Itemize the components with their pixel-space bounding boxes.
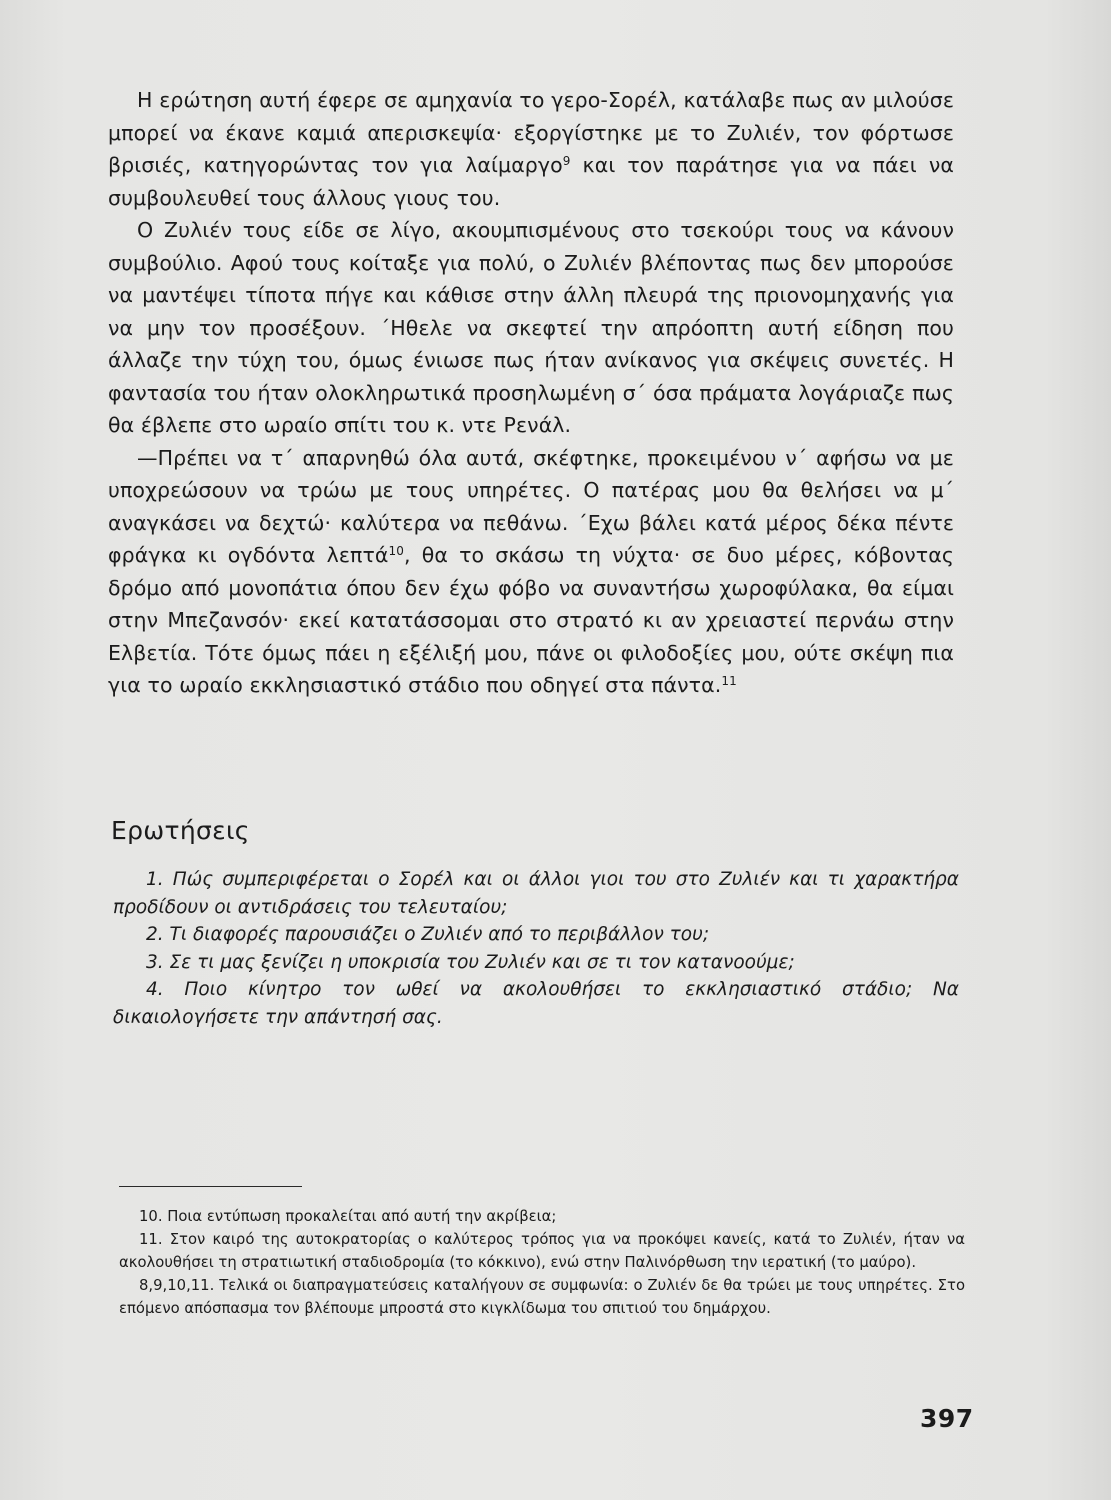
body-text [108,84,954,702]
footnote-divider [119,1186,302,1187]
paragraph-1-text: Η ερώτηση αυτή έφερε σε αμηχανία το γερο-Σορέλ, κατάλαβε πως αν μιλούσε μπορεί να έκανε καμιά απερισκεψία· εξοργίστηκε με το Ζυλιέν, τον φόρτωσε βρισιές, κατηγορώντας τον για λαίμαργο [108,88,954,177]
footnotes [119,1205,965,1320]
footnote-item: 8,9,10,11. Τελικά οι διαπραγματεύσεις καταλήγουν σε συμφωνία: ο Ζυλιέν δε θα τρώει με τους υπηρέτες. Στο επόμενο απόσπασμα τον βλέπουμε μπροστά στο κιγκλίδωμα του σπιτιού του δημάρχου. [119,1277,965,1317]
paragraph-3-text: —Πρέπει να τ΄ απαρνηθώ όλα αυτά, σκέφτηκε, προκειμένου ν΄ αφήσω να με υποχρεώσουν να τρώω με τους υπηρέτες. Ο πατέρας μου θα θελήσει να μ΄ αναγκάσει να δεχτώ· καλύτερα να πεθάνω. ΄Εχω βάλει κατά μέρος δέκα πέντε φράγκα κι ογδόντα λεπτά [108,445,954,567]
question-item: 3. Σε τι μας ξενίζει η υποκρισία του Ζυλιέν και σε τι τον κατανοούμε; [146,951,795,973]
paragraph-1-end: και τον παράτησε για να πάει να συμβουλευθεί τους άλλους γιους του. [108,153,954,210]
paragraph-3-end: , θα το σκάσω τη νύχτα· σε δυο μέρες, κόβοντας δρόμο από μονοπάτια όπου δεν έχω φόβο να συναντήσω χωροφύλακα, θα είμαι στην Μπεζανσόν· εκεί κατατάσσομαι στο στρατό κι αν χρειαστεί περνάω στην Ελβετία. Τότε όμως πάει η εξέλιξή μου, πάνε οι φιλοδοξίες μου, ούτε σκέψη πια για το ωραίο εκκλησιαστικό στάδιο που οδηγεί στα πάντα. [108,543,954,697]
questions-heading: Ερωτήσεις [111,816,250,845]
paragraph-3 [108,442,954,702]
footnote-item: 11. Στον καιρό της αυτοκρατορίας ο καλύτερος τρόπος για να προκόψει κανείς, κατά το Ζυλιέν, ήταν να ακολουθήσει τη στρατιωτική σταδιοδρομία (το κόκκινο), ενώ στην Παλινόρθωση την ιερατική (το μαύρο). [119,1231,965,1271]
question-item: 1. Πώς συμπεριφέρεται ο Σορέλ και οι άλλοι γιοι του στο Ζυλιέν και τι χαρακτήρα προδίδουν οι αντιδράσεις του τελευταίου; [113,869,959,918]
paragraph-2: Ο Ζυλιέν τους είδε σε λίγο, ακουμπισμένους στο τσεκούρι τους να κάνουν συμβούλιο. Αφού τους κοίταξε για πολύ, ο Ζυλιέν βλέποντας πως δεν μπορούσε να μαντέψει τίποτα πήγε και κάθισε στην άλλη πλευρά της πριονομηχανής για να μην τον προσέξουν. ΄Ηθελε να σκεφτεί την απρόοπτη αυτή είδηση που άλλαζε την τύχη του, όμως ένιωσε πως ήταν ανίκανος για σκέψεις συνετές. Η φαντασία του ήταν ολοκληρωτικά προσηλωμένη σ΄ όσα πράματα λογάριαζε πως θα έβλεπε στο ωραίο σπίτι του κ. ντε Ρενάλ. [108,218,954,437]
paragraph-1 [108,84,954,214]
footnote-ref-9: 9 [562,154,571,168]
footnote-item: 10. Ποια εντύπωση προκαλείται από αυτή την ακρίβεια; [139,1208,557,1225]
page-number: 397 [920,1404,974,1433]
footnote-ref-11: 11 [721,674,737,688]
footnote-ref-10: 10 [388,544,405,558]
question-item: 2. Τι διαφορές παρουσιάζει ο Ζυλιέν από το περιβάλλον του; [146,924,710,945]
question-item: 4. Ποιο κίνητρο τον ωθεί να ακολουθήσει το εκκλησιαστικό στάδιο; Να δικαιολογήσετε την απάντησή σας. [113,979,959,1028]
questions-list [113,866,959,1031]
